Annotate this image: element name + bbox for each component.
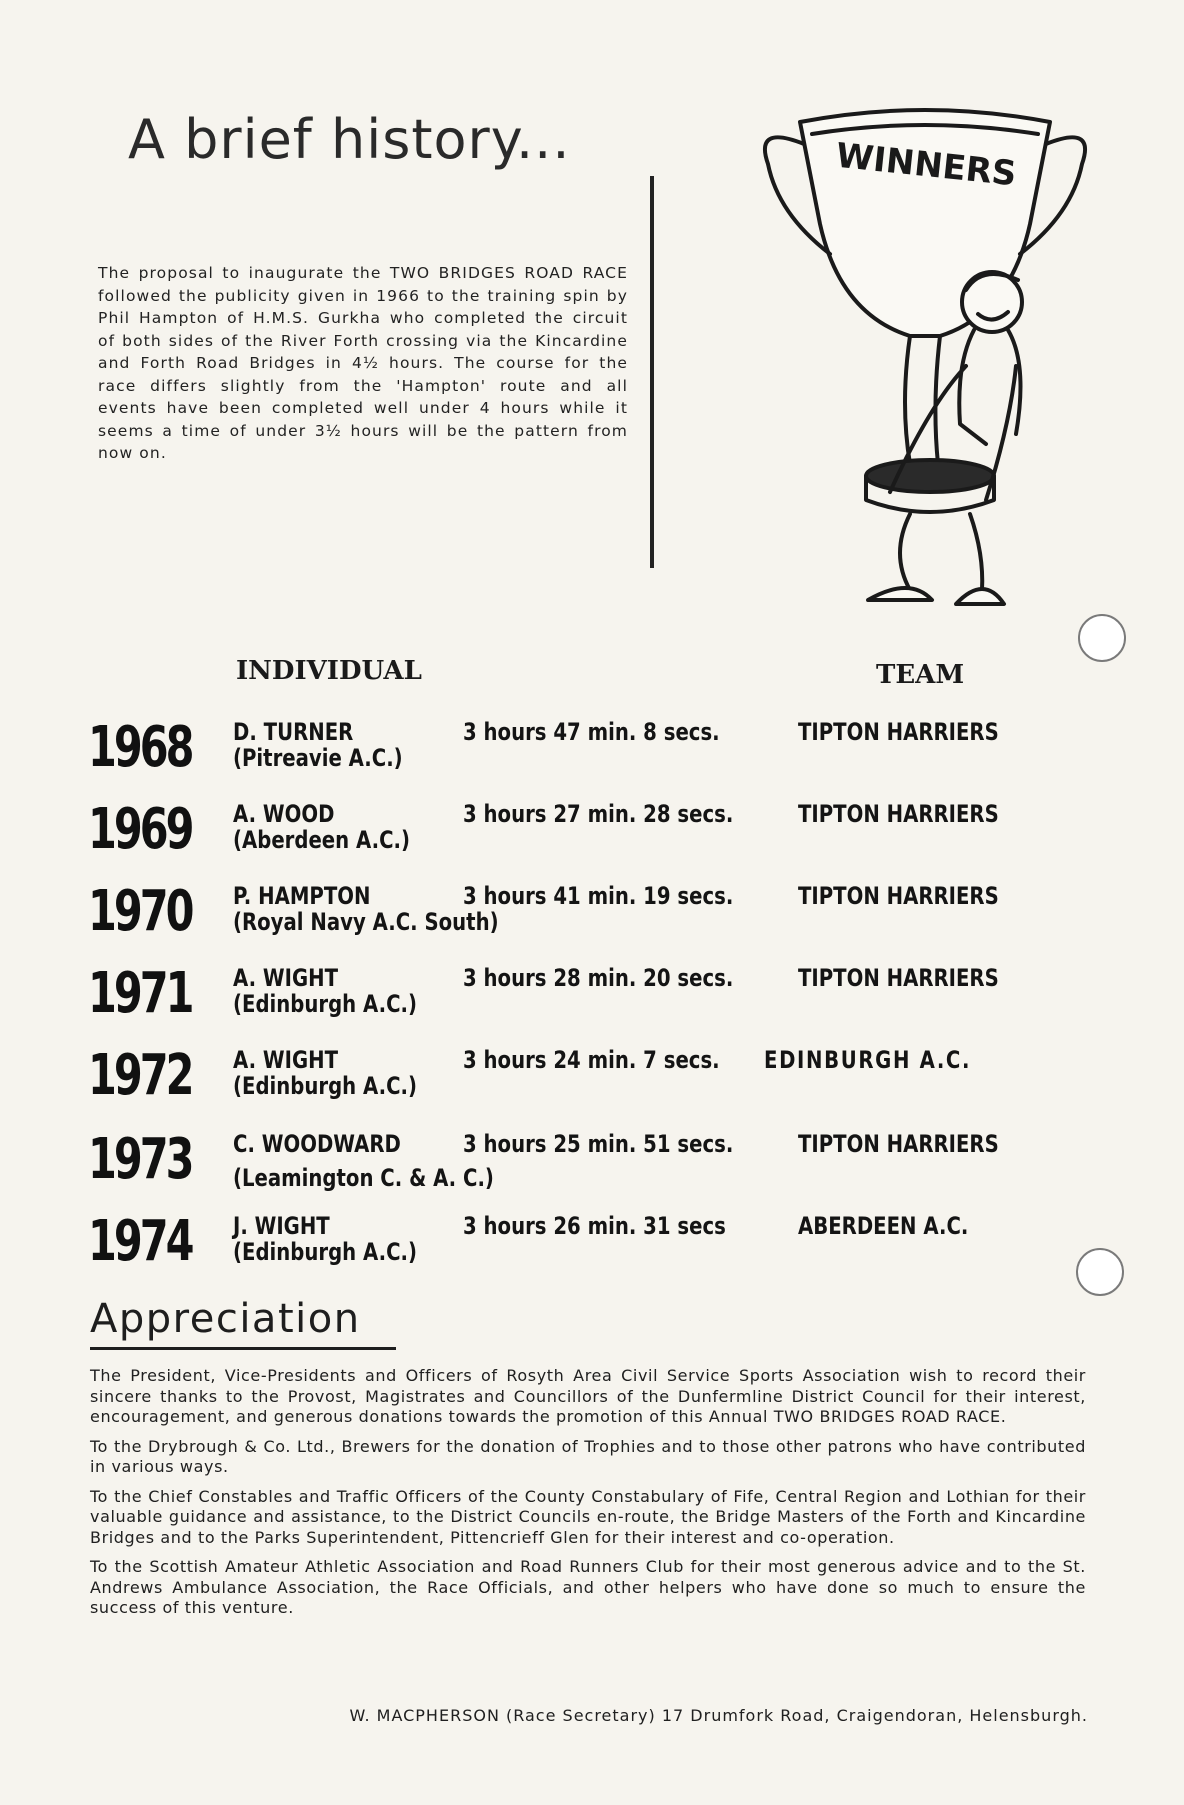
- result-row: [88, 876, 1088, 954]
- result-club: (Edinburgh A.C.): [233, 1238, 418, 1266]
- result-club: (Edinburgh A.C.): [233, 1072, 418, 1100]
- result-time: 3 hours 27 min. 28 secs.: [463, 800, 734, 828]
- result-team: EDINBURGH A.C.: [764, 1046, 972, 1074]
- result-club: (Royal Navy A.C. South): [233, 908, 499, 936]
- result-team: TIPTON HARRIERS: [798, 882, 999, 910]
- result-time: 3 hours 41 min. 19 secs.: [463, 882, 734, 910]
- appreciation-title: Appreciation: [90, 1296, 361, 1342]
- result-year: 1969: [88, 797, 192, 862]
- result-runner: P. HAMPTON: [233, 882, 371, 910]
- result-runner: D. TURNER: [233, 718, 354, 746]
- result-time: 3 hours 47 min. 8 secs.: [463, 718, 720, 746]
- result-year: 1974: [88, 1209, 192, 1274]
- result-team: ABERDEEN A.C.: [798, 1212, 969, 1240]
- punch-hole-top: [1078, 614, 1126, 662]
- result-runner: C. WOODWARD: [233, 1130, 401, 1158]
- result-team: TIPTON HARRIERS: [798, 964, 999, 992]
- result-runner: A. WIGHT: [233, 964, 339, 992]
- result-time: 3 hours 25 min. 51 secs.: [463, 1130, 734, 1158]
- result-year: 1968: [88, 715, 192, 780]
- history-paragraph: The proposal to inaugurate the TWO BRIDGES ROAD RACE followed the publicity given in 1966 to the training spin by Phil Hampton of H.M.S. Gurkha who completed the circuit of both sides of the River Forth crossing via the Kincardine and Forth Road Bridges in 4½ hours. The course for the race differs slightly from the 'Hampton' route and all events have been completed well under 4 hours while it seems a time of under 3½ hours will be the pattern from now on.: [98, 264, 628, 462]
- result-club: (Aberdeen A.C.): [233, 826, 411, 854]
- result-row: [88, 1206, 1088, 1284]
- signature-line: W. MACPHERSON (Race Secretary) 17 Drumfork Road, Craigendoran, Helensburgh.: [349, 1706, 1088, 1725]
- result-row: [88, 1040, 1088, 1118]
- team-heading: TEAM: [876, 660, 965, 690]
- result-year: 1970: [88, 879, 192, 944]
- history-title: A brief history...: [128, 108, 571, 171]
- result-row: [88, 958, 1088, 1036]
- result-club: (Edinburgh A.C.): [233, 990, 418, 1018]
- result-time: 3 hours 26 min. 31 secs: [463, 1212, 726, 1240]
- result-runner: J. WIGHT: [233, 1212, 330, 1240]
- result-runner: A. WIGHT: [233, 1046, 339, 1074]
- appreciation-paragraph: To the Chief Constables and Traffic Officers of the County Constabulary of Fife, Central Region and Lothian for their valuable guidance and assistance, to the District Councils en-route, the Bridge Masters of the Forth and Kincardine Bridges and to the Parks Superintendent, Pittencrieff Glen for their interest and co-operation.: [90, 1486, 1086, 1547]
- result-row: [88, 1124, 1088, 1202]
- result-team: TIPTON HARRIERS: [798, 1130, 999, 1158]
- result-row: [88, 794, 1088, 872]
- trophy-runner-illustration: [760, 104, 1090, 634]
- individual-heading: INDIVIDUAL: [236, 656, 422, 686]
- result-team: TIPTON HARRIERS: [798, 800, 999, 828]
- trophy-label: WINNERS: [834, 135, 1019, 195]
- result-year: 1973: [88, 1127, 192, 1192]
- appreciation-underline: [90, 1347, 396, 1350]
- appreciation-paragraph: To the Drybrough & Co. Ltd., Brewers for the donation of Trophies and to those other patrons who have contributed in various ways.: [90, 1436, 1086, 1476]
- result-row: [88, 712, 1088, 790]
- result-club: (Pitreavie A.C.): [233, 744, 403, 772]
- vertical-divider: [650, 176, 654, 568]
- result-time: 3 hours 24 min. 7 secs.: [463, 1046, 720, 1074]
- result-team: TIPTON HARRIERS: [798, 718, 999, 746]
- appreciation-paragraph: The President, Vice-Presidents and Officers of Rosyth Area Civil Service Sports Association wish to record their sincere thanks to the Provost, Magistrates and Councillors of the Dunfermline District Council for their interest, encouragement, and generous donations towards the promotion of this Annual TWO BRIDGES ROAD RACE.: [90, 1366, 1086, 1426]
- result-time: 3 hours 28 min. 20 secs.: [463, 964, 734, 992]
- appreciation-paragraph: To the Scottish Amateur Athletic Association and Road Runners Club for their most generous advice and to the St. Andrews Ambulance Association, the Race Officials, and other helpers who have done so much to ensure the success of this venture.: [90, 1557, 1086, 1617]
- result-year: 1972: [88, 1043, 192, 1108]
- result-club: (Leamington C. & A. C.): [233, 1164, 494, 1192]
- appreciation-body: [90, 1366, 1086, 1628]
- result-runner: A. WOOD: [233, 800, 335, 828]
- result-year: 1971: [88, 961, 192, 1026]
